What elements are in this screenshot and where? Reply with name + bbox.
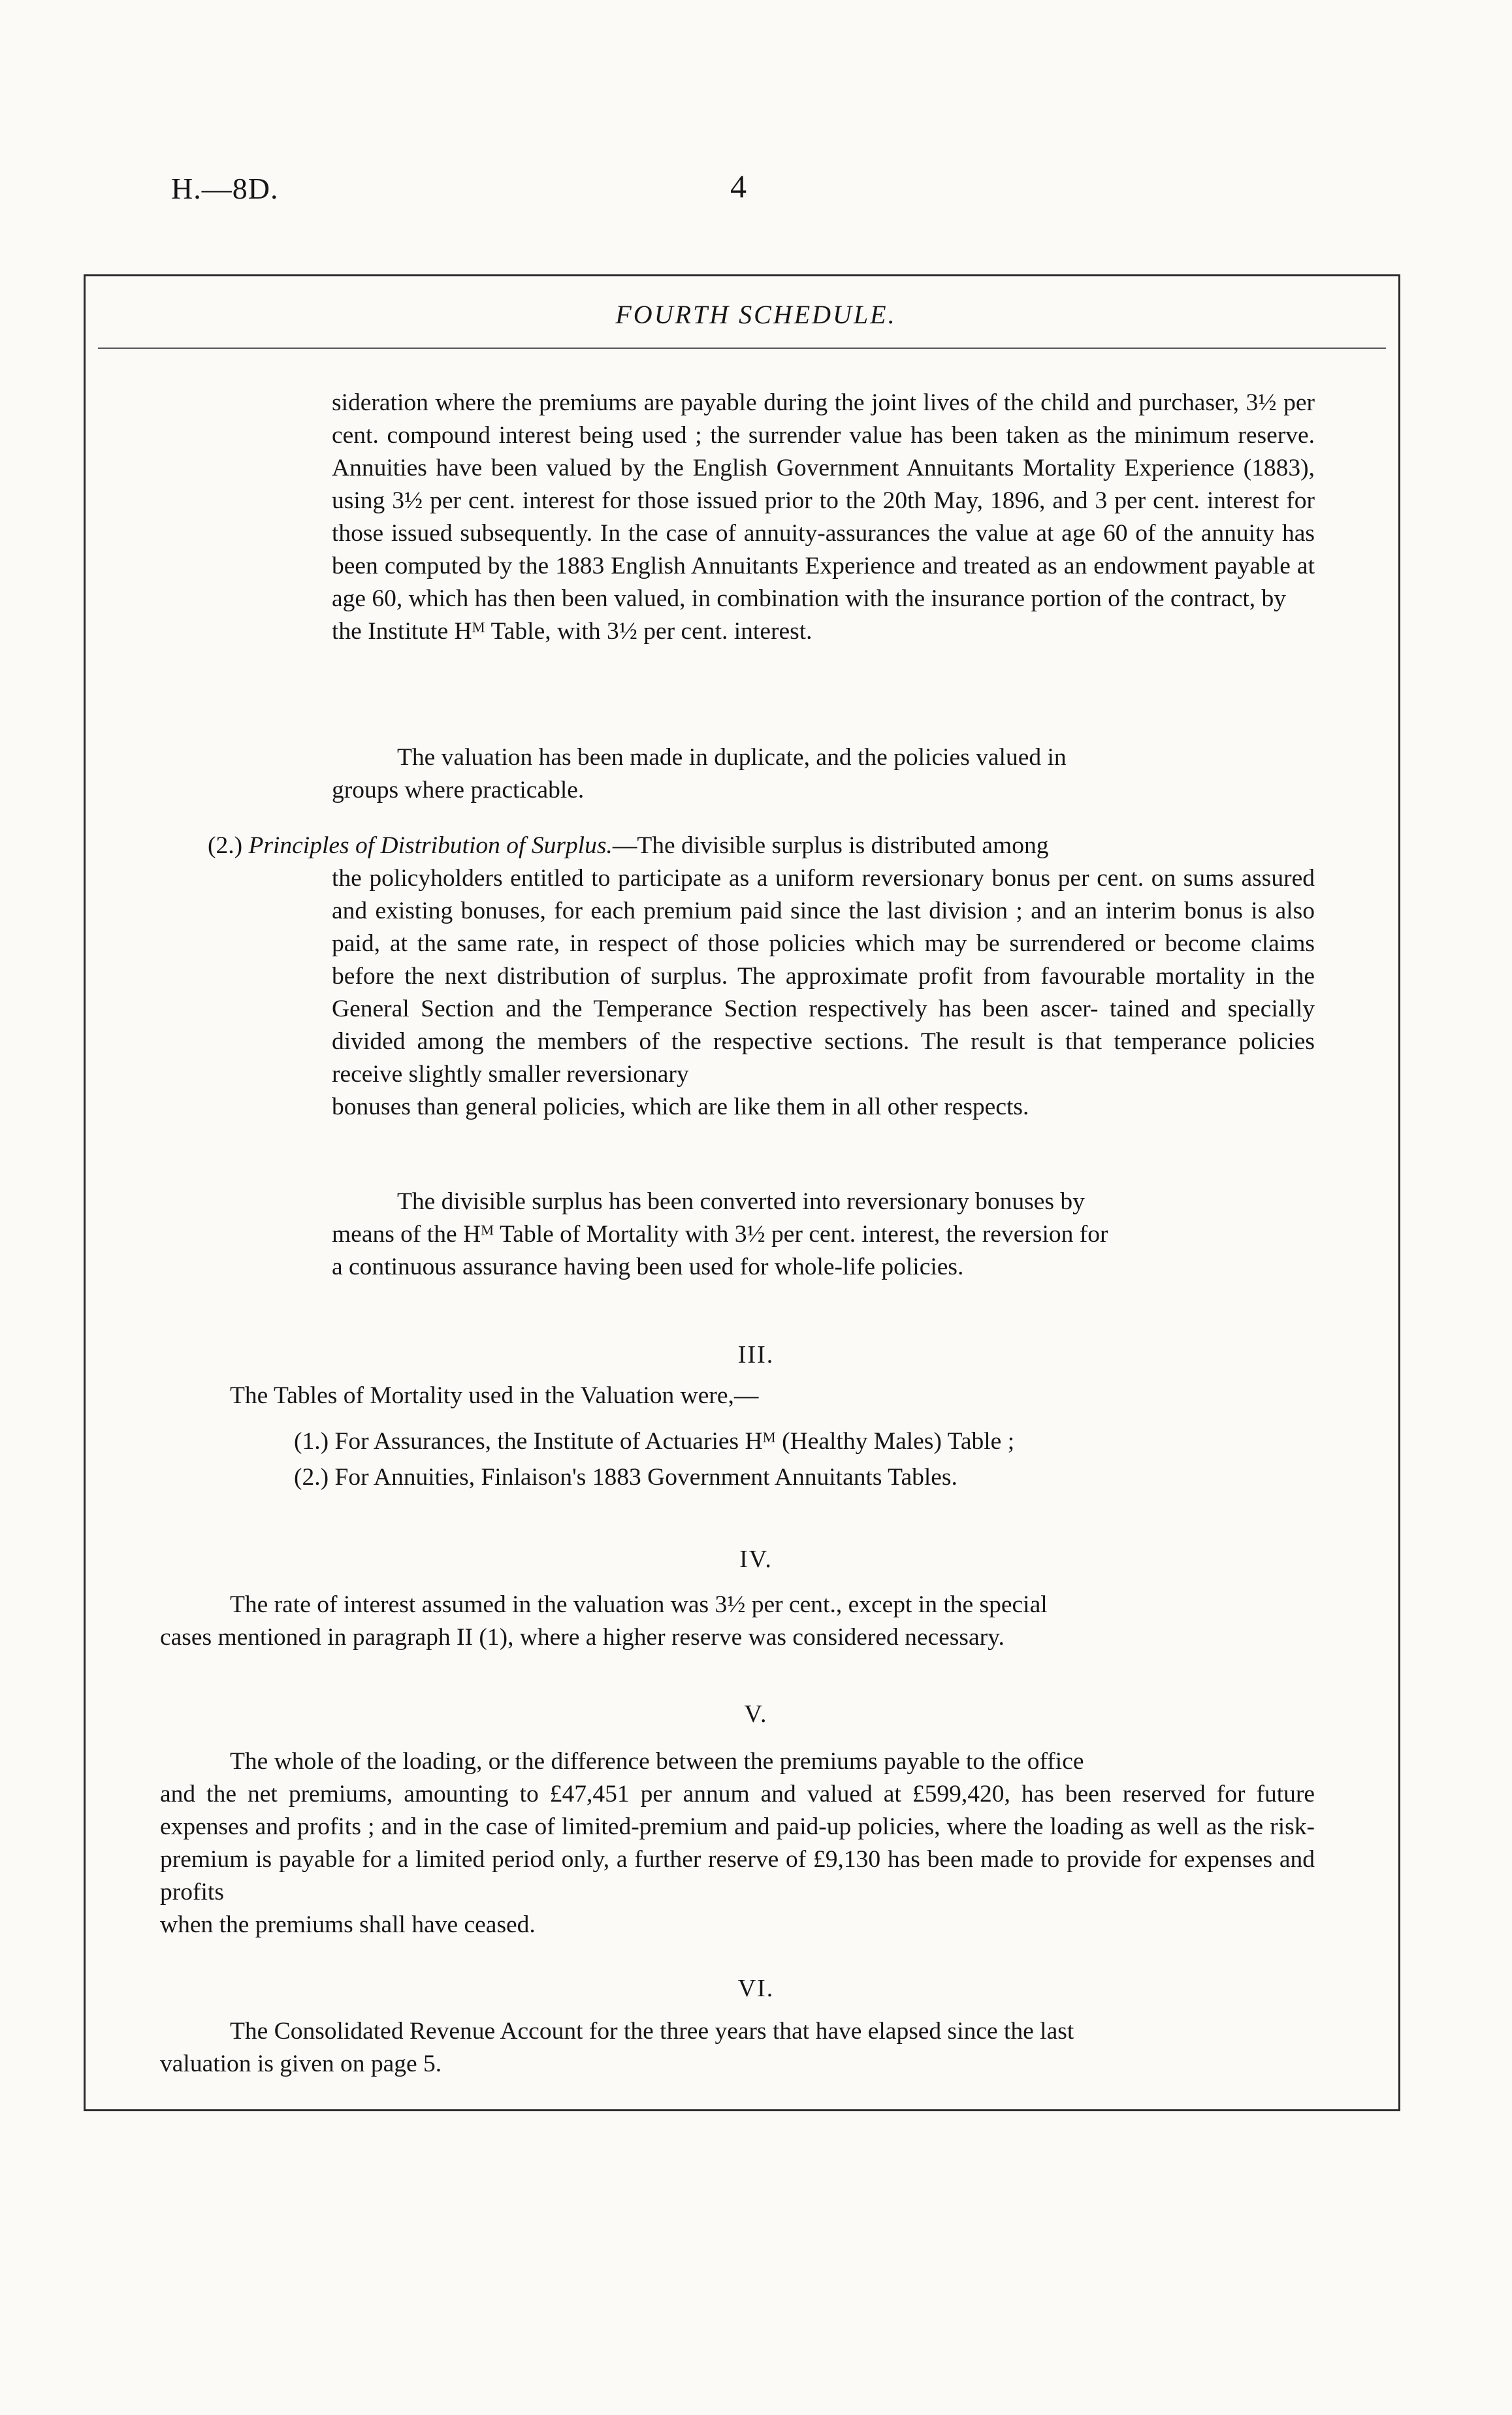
text-line: the policyholders entitled to participate as a uniform reversionary bonus per <box>332 865 1097 892</box>
text-line: distribution of surplus. The approximate profit from favourable mortality in <box>496 963 1285 990</box>
paragraph-bonuses <box>397 1186 1315 1218</box>
text-line: been reserved for future expenses and profits ; and in the case of limited-premium and <box>160 1781 1315 1840</box>
distribution-heading: Principles of Distribution of Surplus. <box>248 832 613 859</box>
paragraph-duplicate-cont <box>332 774 1315 807</box>
item-label: (2.) <box>208 832 243 859</box>
text-line: The rate of interest assumed in the valuation was 3½ per cent., except in the special <box>230 1591 1048 1618</box>
text-line: The divisible surplus has been converted into reversionary bonuses by <box>397 1188 1085 1215</box>
text-line: a continuous assurance having been used for whole-life policies. <box>332 1254 964 1280</box>
interest-para-cont <box>160 1621 1315 1654</box>
text-line: the General Section and the Temperance Section respectively has been ascer- <box>332 963 1315 1022</box>
text-line: The Consolidated Revenue Account for the three years that have elapsed since the last <box>230 2018 1074 2045</box>
text-line: been valued, in combination with the insurance portion of the contract, by <box>561 585 1287 612</box>
distribution-first-line <box>208 830 1048 862</box>
text-line: The Tables of Mortality used in the Valuation were,— <box>230 1382 759 1409</box>
text-line: cent. on sums assured and existing bonuses, for each premium paid since the <box>332 865 1315 924</box>
text-line: and the net premiums, amounting to £47,451 per annum and valued at £599,420, has <box>160 1781 1065 1807</box>
schedule-title: FOURTH SCHEDULE. <box>615 300 897 329</box>
text-line: The whole of the loading, or the difference between the premiums payable to the office <box>230 1748 1084 1775</box>
text-line: means of the Hᴹ Table of Mortality with 3½ per cent. interest, the reversion for <box>332 1221 1108 1248</box>
text-line: when the premiums shall have ceased. <box>160 1911 536 1938</box>
distribution-body <box>332 862 1315 1124</box>
paragraph-duplicate <box>397 741 1315 774</box>
section-title: IV. <box>739 1546 773 1573</box>
text-line: paid-up policies, where the loading as well as the risk-premium is payable for a limited <box>160 1813 1315 1873</box>
text-line: and purchaser, 3½ per cent. compound interest being used ; the surrender value <box>332 389 1315 449</box>
tables-intro <box>230 1380 1314 1412</box>
page-number: 4 <box>730 168 747 204</box>
section-title: V. <box>744 1700 768 1728</box>
text-line: tained and specially divided among the members of the respective sections. <box>332 996 1315 1055</box>
document-code: H.—8D. <box>171 172 279 205</box>
text-line: bonuses than general policies, which are like them in all other respects. <box>332 1094 1029 1120</box>
text-line: cases mentioned in paragraph II (1), where a higher reserve was considered necessary. <box>160 1624 1005 1651</box>
text-line: English Government Annuitants Mortality Experience (1883), using 3½ per cent. <box>332 455 1315 514</box>
text-line: has been taken as the minimum reserve. Annuities have been valued by the <box>332 422 1315 481</box>
text-line: —The divisible surplus is distributed among <box>612 832 1049 859</box>
title-rule <box>98 348 1386 349</box>
text-line: interest for those issued prior to the 20th May, 1896, and 3 per cent. interest <box>522 487 1287 514</box>
text-line: sideration where the premiums are payable during the joint lives of the child <box>332 389 1097 416</box>
revenue-para <box>230 2015 1314 2048</box>
loading-para-cont <box>160 1778 1315 1941</box>
text-line: those policies which may be surrendered or become claims before the next <box>332 930 1315 990</box>
section-title: VI. <box>737 1975 775 2002</box>
text-line: period only, a further reserve of £9,130 has been made to provide for expenses and profits <box>160 1846 1315 1905</box>
text-line: last division ; and an interim bonus is also paid, at the same rate, in respect of <box>332 898 1315 957</box>
loading-para <box>230 1745 1314 1778</box>
section-title: III. <box>737 1341 775 1369</box>
text-line: groups where practicable. <box>332 777 585 803</box>
text-line: The valuation has been made in duplicate, and the policies valued in <box>397 744 1067 771</box>
text-line: the Institute Hᴹ Table, with 3½ per cent. interest. <box>332 618 812 645</box>
list-item: (1.) For Assurances, the Institute of Actuaries Hᴹ (Healthy Males) Table ; <box>294 1428 1015 1455</box>
list-item: (2.) For Annuities, Finlaison's 1883 Government Annuitants Tables. <box>294 1464 957 1491</box>
interest-para <box>230 1589 1314 1621</box>
text-line: Experience and treated as an endowment payable at age 60, which has then <box>332 553 1315 612</box>
text-line: The result is that temperance policies receive slightly smaller reversionary <box>332 1028 1315 1088</box>
paragraph-annuities <box>332 387 1315 648</box>
text-line: for those issued subsequently. In the case of annuity-assurances the value at <box>332 487 1315 547</box>
text-line: age 60 of the annuity has been computed by the 1883 English Annuitants <box>332 520 1315 579</box>
paragraph-bonuses-cont <box>332 1218 1315 1284</box>
text-line: valuation is given on page 5. <box>160 2050 442 2077</box>
revenue-para-cont <box>160 2048 1315 2081</box>
